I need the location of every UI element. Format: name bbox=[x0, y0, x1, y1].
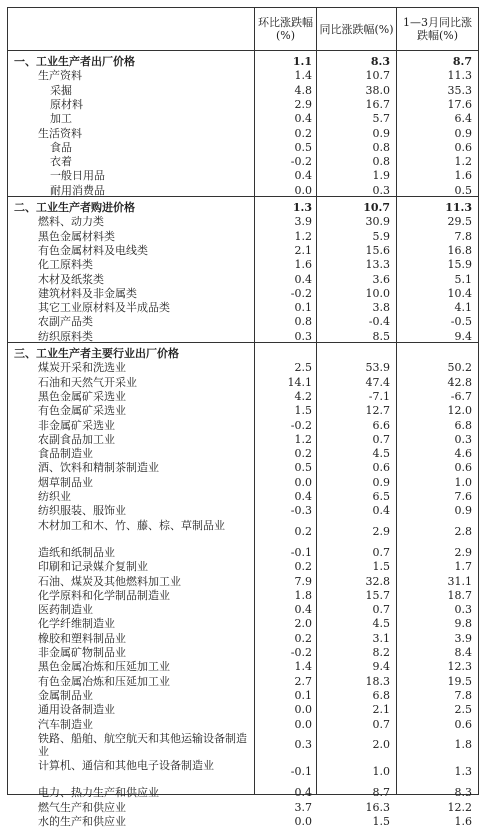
mom-value: 0.0 bbox=[294, 475, 312, 489]
table-row bbox=[8, 589, 478, 602]
yoy-value: 2.1 bbox=[372, 703, 390, 717]
mom-value: 0.2 bbox=[294, 524, 312, 538]
table-row bbox=[8, 476, 478, 489]
ytd-yoy-value: 9.8 bbox=[454, 617, 472, 631]
mom-value: 0.4 bbox=[294, 603, 312, 617]
row-label: 食品 bbox=[50, 140, 72, 154]
yoy-value: 3.8 bbox=[372, 301, 390, 315]
mom-value: 0.5 bbox=[294, 461, 312, 475]
mom-value: 0.2 bbox=[294, 631, 312, 645]
mom-value: 2.5 bbox=[294, 361, 312, 375]
yoy-value: 30.9 bbox=[365, 215, 390, 229]
mom-value: 3.7 bbox=[294, 800, 312, 814]
table-row bbox=[8, 689, 478, 702]
row-label: 木材及纸浆类 bbox=[38, 272, 104, 286]
mom-value: 2.1 bbox=[294, 243, 312, 257]
row-label: 燃料、动力类 bbox=[38, 215, 104, 229]
ytd-yoy-value: 19.5 bbox=[447, 674, 472, 688]
mom-value: 2.9 bbox=[294, 97, 312, 111]
ytd-yoy-value: 4.6 bbox=[454, 447, 472, 461]
ytd-yoy-value: 5.1 bbox=[454, 272, 472, 286]
table-row bbox=[8, 258, 478, 271]
table-row bbox=[8, 141, 478, 154]
yoy-value: 10.7 bbox=[363, 201, 390, 214]
mom-value: 0.3 bbox=[294, 737, 312, 751]
table-row bbox=[8, 519, 478, 545]
yoy-value: 6.6 bbox=[372, 418, 390, 432]
mom-value: -0.2 bbox=[290, 646, 312, 659]
ytd-yoy-value: 0.6 bbox=[454, 461, 472, 475]
ytd-yoy-value: 16.8 bbox=[447, 243, 472, 257]
table-row bbox=[8, 287, 478, 300]
mom-value: -0.3 bbox=[290, 504, 312, 518]
row-label: 加工 bbox=[50, 112, 72, 126]
table-row bbox=[8, 546, 478, 559]
yoy-value: 53.9 bbox=[365, 361, 390, 375]
row-label: 农副产品类 bbox=[38, 315, 93, 329]
table-row bbox=[8, 419, 478, 432]
table-row bbox=[8, 447, 478, 460]
ytd-yoy-value: 1.6 bbox=[454, 169, 472, 183]
table-row bbox=[8, 244, 478, 257]
mom-value: 4.8 bbox=[294, 83, 312, 97]
mom-value: 0.2 bbox=[294, 447, 312, 461]
table-row bbox=[8, 230, 478, 243]
table-row bbox=[8, 801, 478, 814]
table-row bbox=[8, 815, 478, 828]
mom-value: 1.4 bbox=[294, 69, 312, 83]
row-label: 石油、煤炭及其他燃料加工业 bbox=[38, 574, 181, 588]
row-label: 耐用消费品 bbox=[50, 183, 105, 197]
table-row bbox=[8, 703, 478, 716]
mom-value: 0.1 bbox=[294, 688, 312, 702]
table-row bbox=[8, 127, 478, 140]
ytd-yoy-value: 0.5 bbox=[454, 183, 472, 197]
ytd-yoy-value: 31.1 bbox=[447, 574, 472, 588]
header-mom: 环比涨跌幅(%) bbox=[254, 8, 316, 50]
row-label: 煤炭开采和洗选业 bbox=[38, 361, 126, 375]
ytd-yoy-value: 42.8 bbox=[447, 375, 472, 389]
row-label: 酒、饮料和精制茶制造业 bbox=[38, 461, 159, 475]
row-label: 黑色金属材料类 bbox=[38, 229, 115, 243]
yoy-value: 10.7 bbox=[365, 69, 390, 83]
ytd-yoy-value: 11.3 bbox=[445, 201, 472, 214]
mom-value: 0.3 bbox=[294, 329, 312, 343]
row-label: 金属制品业 bbox=[38, 688, 93, 702]
row-label: 医药制造业 bbox=[38, 603, 93, 617]
yoy-value: 0.6 bbox=[372, 461, 390, 475]
yoy-value: 16.7 bbox=[365, 97, 390, 111]
header-yoy: 同比涨跌幅(%) bbox=[316, 8, 396, 50]
ytd-yoy-value: 3.9 bbox=[454, 631, 472, 645]
row-label: 铁路、船舶、航空航天和其他运输设备制造业 bbox=[38, 731, 247, 758]
row-label: 生产资料 bbox=[38, 69, 82, 83]
table-row bbox=[8, 330, 478, 343]
section-divider bbox=[8, 196, 478, 197]
yoy-value: 5.7 bbox=[372, 112, 390, 126]
yoy-value: 32.8 bbox=[365, 574, 390, 588]
ytd-yoy-value: 8.3 bbox=[454, 786, 472, 800]
mom-value: 2.0 bbox=[294, 617, 312, 631]
table-row bbox=[8, 461, 478, 474]
yoy-value: 2.0 bbox=[372, 737, 390, 751]
row-label: 有色金属矿采选业 bbox=[38, 404, 126, 418]
row-label: 橡胶和塑料制品业 bbox=[38, 631, 126, 645]
mom-value: 14.1 bbox=[287, 375, 312, 389]
table-header bbox=[8, 8, 478, 51]
ytd-yoy-value: 6.4 bbox=[454, 112, 472, 126]
ytd-yoy-value: 11.3 bbox=[447, 69, 472, 83]
ytd-yoy-value: 1.6 bbox=[454, 815, 472, 828]
row-label: 食品制造业 bbox=[38, 447, 93, 461]
yoy-value: 6.5 bbox=[372, 490, 390, 503]
mom-value: 1.3 bbox=[292, 201, 312, 214]
ytd-yoy-value: -6.7 bbox=[450, 389, 472, 403]
mom-value: -0.2 bbox=[290, 418, 312, 432]
table-row bbox=[8, 201, 478, 214]
mom-value: 1.2 bbox=[294, 432, 312, 446]
row-label: 石油和天然气开采业 bbox=[38, 375, 137, 389]
ytd-yoy-value: 1.0 bbox=[454, 475, 472, 489]
row-label: 水的生产和供应业 bbox=[38, 815, 126, 828]
mom-value: 0.2 bbox=[294, 126, 312, 140]
row-label: 生活资料 bbox=[38, 126, 82, 140]
mom-value: 4.2 bbox=[294, 389, 312, 403]
row-label: 木材加工和木、竹、藤、棕、草制品业 bbox=[38, 518, 225, 532]
header-ytd-yoy: 1—3月同比涨跌幅(%) bbox=[396, 8, 478, 50]
table-row bbox=[8, 786, 478, 799]
row-label: 黑色金属冶炼和压延加工业 bbox=[38, 660, 170, 674]
row-label: 二、工业生产者购进价格 bbox=[14, 201, 135, 214]
row-label: 印刷和记录媒介复制业 bbox=[38, 560, 148, 574]
row-label: 造纸和纸制品业 bbox=[38, 545, 115, 559]
yoy-value: -0.4 bbox=[368, 315, 390, 329]
table-row bbox=[8, 404, 478, 417]
yoy-value: 3.6 bbox=[372, 272, 390, 286]
ytd-yoy-value: 0.9 bbox=[454, 126, 472, 140]
row-label: 化学原料和化学制品制造业 bbox=[38, 588, 170, 602]
row-label: 非金属矿采选业 bbox=[38, 418, 115, 432]
row-label: 计算机、通信和其他电子设备制造业 bbox=[38, 759, 214, 773]
mom-value: 0.0 bbox=[294, 183, 312, 197]
mom-value: 1.8 bbox=[294, 588, 312, 602]
row-label: 三、工业生产者主要行业出厂价格 bbox=[14, 347, 179, 360]
yoy-value: 6.8 bbox=[372, 688, 390, 702]
yoy-value: 8.7 bbox=[372, 786, 390, 800]
table-row bbox=[8, 84, 478, 97]
table-row bbox=[8, 660, 478, 673]
mom-value: 0.4 bbox=[294, 169, 312, 183]
mom-value: 0.8 bbox=[294, 315, 312, 329]
ytd-yoy-value: 7.6 bbox=[454, 490, 472, 503]
table-row bbox=[8, 732, 478, 758]
yoy-value: 1.5 bbox=[372, 815, 390, 828]
mom-value: -0.1 bbox=[290, 545, 312, 559]
mom-value: 1.1 bbox=[292, 55, 312, 68]
mom-value: -0.2 bbox=[290, 286, 312, 300]
ytd-yoy-value: 0.6 bbox=[454, 140, 472, 154]
yoy-value: 13.3 bbox=[365, 258, 390, 272]
mom-value: 0.0 bbox=[294, 815, 312, 828]
yoy-value: 3.1 bbox=[372, 631, 390, 645]
row-label: 黑色金属矿采选业 bbox=[38, 389, 126, 403]
yoy-value: 10.0 bbox=[365, 286, 390, 300]
table-row bbox=[8, 155, 478, 168]
yoy-value: 2.9 bbox=[372, 524, 390, 538]
ytd-yoy-value: 1.2 bbox=[454, 155, 472, 169]
table-row bbox=[8, 361, 478, 374]
row-label: 衣着 bbox=[50, 155, 72, 169]
table-row bbox=[8, 184, 478, 197]
mom-value: 0.0 bbox=[294, 717, 312, 731]
ytd-yoy-value: 0.6 bbox=[454, 717, 472, 731]
yoy-value: 8.2 bbox=[372, 646, 390, 659]
row-label: 化工原料类 bbox=[38, 258, 93, 272]
table-row bbox=[8, 632, 478, 645]
ytd-yoy-value: 12.2 bbox=[447, 800, 472, 814]
yoy-value: 0.9 bbox=[372, 475, 390, 489]
yoy-value: 47.4 bbox=[365, 375, 390, 389]
row-label: 纺织服装、服饰业 bbox=[38, 504, 126, 518]
yoy-value: 8.3 bbox=[370, 55, 390, 68]
table-row bbox=[8, 433, 478, 446]
yoy-value: -7.1 bbox=[368, 389, 390, 403]
mom-value: 2.7 bbox=[294, 674, 312, 688]
table-row bbox=[8, 390, 478, 403]
ytd-yoy-value: 18.7 bbox=[447, 588, 472, 602]
table-row bbox=[8, 603, 478, 616]
table-row bbox=[8, 575, 478, 588]
row-label: 农副食品加工业 bbox=[38, 432, 115, 446]
table-row bbox=[8, 504, 478, 517]
table-row bbox=[8, 759, 478, 785]
row-label: 有色金属冶炼和压延加工业 bbox=[38, 674, 170, 688]
row-label: 纺织业 bbox=[38, 490, 71, 503]
row-label: 采掘 bbox=[50, 83, 72, 97]
mom-value: 0.4 bbox=[294, 490, 312, 503]
table-row bbox=[8, 347, 478, 360]
yoy-value: 4.5 bbox=[372, 617, 390, 631]
yoy-value: 0.7 bbox=[372, 545, 390, 559]
yoy-value: 0.4 bbox=[372, 504, 390, 518]
row-label: 汽车制造业 bbox=[38, 717, 93, 731]
yoy-value: 8.5 bbox=[372, 329, 390, 343]
yoy-value: 9.4 bbox=[372, 660, 390, 674]
mom-value: 7.9 bbox=[294, 574, 312, 588]
ytd-yoy-value: 1.7 bbox=[454, 560, 472, 574]
row-label: 化学纤维制造业 bbox=[38, 617, 115, 631]
row-label: 有色金属材料及电线类 bbox=[38, 243, 148, 257]
ytd-yoy-value: 50.2 bbox=[447, 361, 472, 375]
yoy-value: 0.8 bbox=[372, 140, 390, 154]
ytd-yoy-value: 15.9 bbox=[447, 258, 472, 272]
yoy-value: 16.3 bbox=[365, 800, 390, 814]
row-label: 通用设备制造业 bbox=[38, 703, 115, 717]
mom-value: 0.4 bbox=[294, 112, 312, 126]
table-row bbox=[8, 215, 478, 228]
table-row bbox=[8, 55, 478, 68]
mom-value: 0.0 bbox=[294, 703, 312, 717]
row-label: 非金属矿物制品业 bbox=[38, 646, 126, 659]
row-label: 建筑材料及非金属类 bbox=[38, 286, 137, 300]
yoy-value: 38.0 bbox=[365, 83, 390, 97]
row-label: 原材料 bbox=[50, 97, 83, 111]
row-label: 燃气生产和供应业 bbox=[38, 800, 126, 814]
ytd-yoy-value: 7.8 bbox=[454, 229, 472, 243]
row-label: 一般日用品 bbox=[50, 169, 105, 183]
ytd-yoy-value: -0.5 bbox=[450, 315, 472, 329]
ytd-yoy-value: 2.8 bbox=[454, 524, 472, 538]
row-label: 一、工业生产者出厂价格 bbox=[14, 55, 135, 68]
yoy-value: 12.7 bbox=[365, 404, 390, 418]
table-row bbox=[8, 646, 478, 659]
table-row bbox=[8, 169, 478, 182]
yoy-value: 18.3 bbox=[365, 674, 390, 688]
mom-value: 1.5 bbox=[294, 404, 312, 418]
table-row bbox=[8, 617, 478, 630]
table-row bbox=[8, 69, 478, 82]
mom-value: 0.2 bbox=[294, 560, 312, 574]
ytd-yoy-value: 9.4 bbox=[454, 329, 472, 343]
mom-value: 0.4 bbox=[294, 786, 312, 800]
mom-value: 1.4 bbox=[294, 660, 312, 674]
ytd-yoy-value: 0.3 bbox=[454, 432, 472, 446]
ytd-yoy-value: 29.5 bbox=[447, 215, 472, 229]
table-row bbox=[8, 301, 478, 314]
mom-value: 1.6 bbox=[294, 258, 312, 272]
ytd-yoy-value: 1.3 bbox=[454, 765, 472, 779]
yoy-value: 0.7 bbox=[372, 603, 390, 617]
row-label: 烟草制品业 bbox=[38, 475, 93, 489]
mom-value: -0.2 bbox=[290, 155, 312, 169]
table-row bbox=[8, 112, 478, 125]
ytd-yoy-value: 8.7 bbox=[452, 55, 472, 68]
mom-value: 0.4 bbox=[294, 272, 312, 286]
table-row bbox=[8, 273, 478, 286]
ytd-yoy-value: 7.8 bbox=[454, 688, 472, 702]
table-row bbox=[8, 98, 478, 111]
table-row bbox=[8, 718, 478, 731]
ytd-yoy-value: 8.4 bbox=[454, 646, 472, 659]
yoy-value: 0.9 bbox=[372, 126, 390, 140]
table-row bbox=[8, 560, 478, 573]
row-label: 电力、热力生产和供应业 bbox=[38, 786, 159, 800]
row-label: 纺织原料类 bbox=[38, 329, 93, 343]
ytd-yoy-value: 2.9 bbox=[454, 545, 472, 559]
mom-value: 0.1 bbox=[294, 301, 312, 315]
mom-value: -0.1 bbox=[290, 765, 312, 779]
ytd-yoy-value: 12.0 bbox=[447, 404, 472, 418]
yoy-value: 0.7 bbox=[372, 432, 390, 446]
price-table bbox=[7, 7, 479, 828]
yoy-value: 4.5 bbox=[372, 447, 390, 461]
mom-value: 1.2 bbox=[294, 229, 312, 243]
ytd-yoy-value: 35.3 bbox=[447, 83, 472, 97]
ytd-yoy-value: 4.1 bbox=[454, 301, 472, 315]
yoy-value: 15.6 bbox=[365, 243, 390, 257]
table-row bbox=[8, 376, 478, 389]
ytd-yoy-value: 10.4 bbox=[447, 286, 472, 300]
ytd-yoy-value: 2.5 bbox=[454, 703, 472, 717]
ytd-yoy-value: 17.6 bbox=[447, 97, 472, 111]
ytd-yoy-value: 12.3 bbox=[447, 660, 472, 674]
yoy-value: 1.0 bbox=[372, 765, 390, 779]
ytd-yoy-value: 6.8 bbox=[454, 418, 472, 432]
yoy-value: 0.8 bbox=[372, 155, 390, 169]
yoy-value: 0.3 bbox=[372, 183, 390, 197]
table-row bbox=[8, 675, 478, 688]
yoy-value: 1.5 bbox=[372, 560, 390, 574]
yoy-value: 1.9 bbox=[372, 169, 390, 183]
table-row bbox=[8, 490, 478, 503]
yoy-value: 0.7 bbox=[372, 717, 390, 731]
ytd-yoy-value: 1.8 bbox=[454, 737, 472, 751]
mom-value: 0.5 bbox=[294, 140, 312, 154]
table-row bbox=[8, 315, 478, 328]
yoy-value: 5.9 bbox=[372, 229, 390, 243]
section-divider bbox=[8, 342, 478, 343]
mom-value: 3.9 bbox=[294, 215, 312, 229]
yoy-value: 15.7 bbox=[365, 588, 390, 602]
ytd-yoy-value: 0.3 bbox=[454, 603, 472, 617]
ytd-yoy-value: 0.9 bbox=[454, 504, 472, 518]
row-label: 其它工业原材料及半成品类 bbox=[38, 301, 170, 315]
